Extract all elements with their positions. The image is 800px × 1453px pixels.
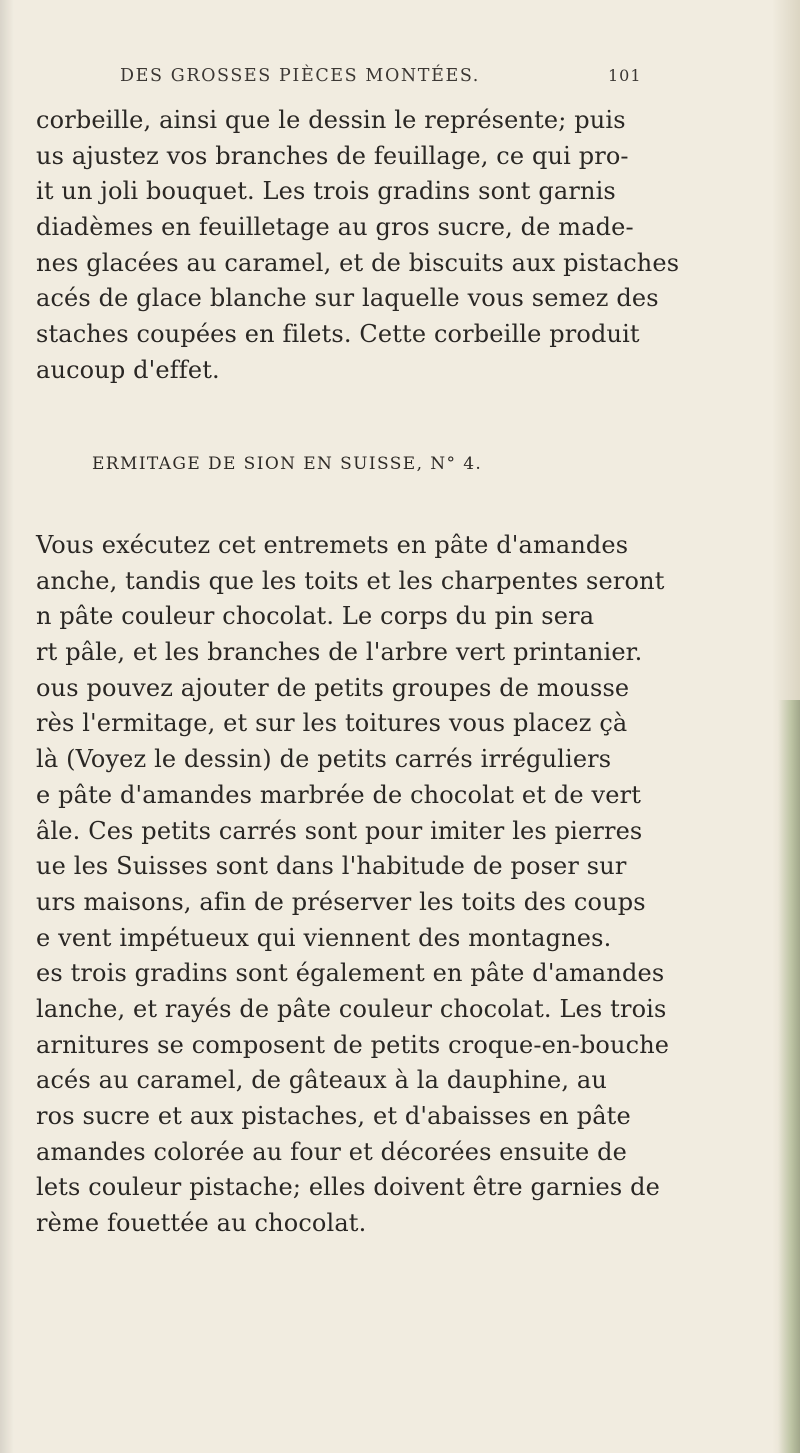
text-line: ue les Suisses sont dans l'habitude de poser sur [36,852,627,881]
text-line: acés de glace blanche sur laquelle vous semez des [36,284,659,313]
text-line: ous pouvez ajouter de petits groupes de mousse [36,673,630,702]
section-heading: ERMITAGE DE SION EN SUISSE, N° 4. [92,454,483,474]
text-line: it un joli bouquet. Les trois gradins sont garnis [36,177,616,206]
text-line: e pâte d'amandes marbrée de chocolat et de vert [36,780,641,809]
text-line: acés au caramel, de gâteaux à la dauphine, au [36,1066,607,1095]
text-line: diadèmes en feuilletage au gros sucre, de made- [36,213,634,242]
text-line: là (Voyez le dessin) de petits carrés irréguliers [36,745,612,774]
text-line: âle. Ces petits carrés sont pour imiter les pierres [36,816,643,845]
running-title: DES GROSSES PIÈCES MONTÉES. [120,66,480,86]
text-line: staches coupées en filets. Cette corbeille produit [36,320,640,349]
text-line: aucoup d'effet. [36,355,220,384]
paragraph-1 [36,103,680,389]
page-edge-shadow [778,700,800,1453]
text-line: ros sucre et aux pistaches, et d'abaisses en pâte [36,1102,631,1130]
text-line: lanche, et rayés de pâte couleur chocolat. Les trois [36,994,667,1023]
text-line: urs maisons, afin de préserver les toits des coups [36,887,646,916]
text-line: rème fouettée au chocolat. [36,1209,367,1238]
text-line: es trois gradins sont également en pâte d'amandes [36,959,665,988]
text-line: Vous exécutez cet entremets en pâte d'amandes [36,531,629,559]
page-number: 101 [608,66,642,85]
text-line: rès l'ermitage, et sur les toitures vous placez çà [36,709,628,738]
text-line: corbeille, ainsi que le dessin le représente; puis [36,106,626,134]
text-line: us ajustez vos branches de feuillage, ce qui pro- [36,141,629,170]
text-line: n pâte couleur chocolat. Le corps du pin sera [36,602,595,631]
paragraph-2 [36,528,676,1242]
text-line: amandes colorée au four et décorées ensuite de [36,1137,627,1166]
text-line: lets couleur pistache; elles doivent être garnies de [36,1173,661,1202]
text-line: arnitures se composent de petits croque-en-bouche [36,1030,670,1059]
text-line: anche, tandis que les toits et les charpentes seront [36,566,665,595]
text-line: rt pâle, et les branches de l'arbre vert printanier. [36,638,643,667]
page-header [0,66,800,96]
text-line: e vent impétueux qui viennent des montagnes. [36,923,612,952]
text-line: nes glacées au caramel, et de biscuits aux pistaches [36,248,680,277]
